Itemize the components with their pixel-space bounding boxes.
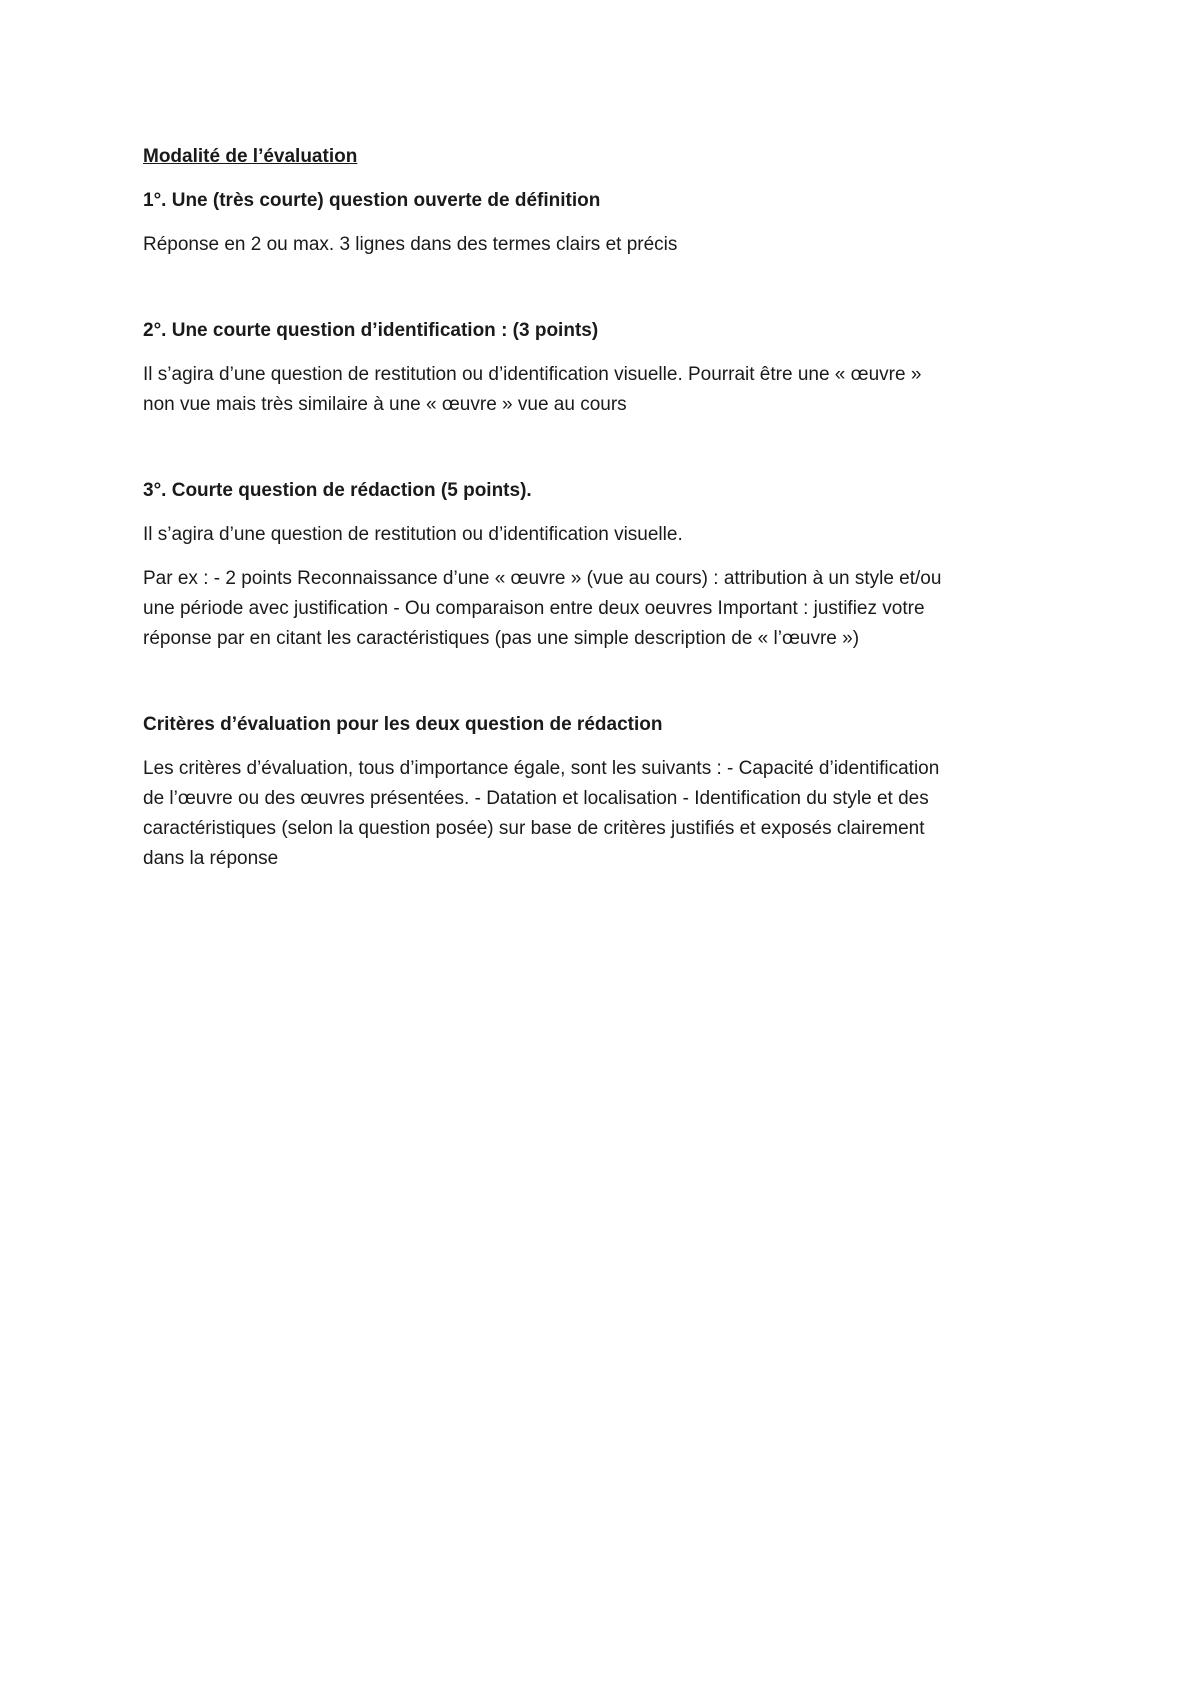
section4-text-line: dans la réponse [143, 848, 279, 869]
section4-text-line: Les critères d’évaluation, tous d’importance égale, sont les suivants : - Capacité d’identification [143, 758, 940, 779]
section4-text-line: de l’œuvre ou des œuvres présentées. - Datation et localisation - Identification du style et des [143, 788, 929, 809]
document-title: Modalité de l’évaluation [143, 146, 358, 167]
section3-heading: 3°. Courte question de rédaction (5 points). [143, 480, 532, 501]
section3-text2-line: une période avec justification - Ou comparaison entre deux oeuvres Important : justifiez votre [143, 598, 925, 619]
spacer [143, 434, 1063, 476]
section2-heading: 2°. Une courte question d’identification : (3 points) [143, 320, 599, 341]
section3-text2-line: Par ex : - 2 points Reconnaissance d’une « œuvre » (vue au cours) : attribution à un style et/ou [143, 568, 942, 589]
spacer [143, 274, 1063, 316]
section1-heading: 1°. Une (très courte) question ouverte de définition [143, 190, 601, 211]
section2-text-line: non vue mais très similaire à une « œuvre » vue au cours [143, 394, 627, 415]
section3-text2-line: réponse par en citant les caractéristiques (pas une simple description de « l’œuvre ») [143, 628, 860, 649]
section1-text-line: Réponse en 2 ou max. 3 lignes dans des termes clairs et précis [143, 234, 678, 255]
spacer [143, 668, 1063, 710]
document-page [143, 142, 1063, 888]
section4-heading: Critères d’évaluation pour les deux question de rédaction [143, 714, 663, 735]
section2-text [143, 360, 1063, 420]
section4-text-line: caractéristiques (selon la question posée) sur base de critères justifiés et exposés clairement [143, 818, 925, 839]
section2-text-line: Il s’agira d’une question de restitution ou d’identification visuelle. Pourrait être une « œuvre » [143, 364, 922, 385]
section3-text1: Il s’agira d’une question de restitution ou d’identification visuelle. [143, 524, 683, 545]
section1-text [143, 230, 1063, 260]
section4-text [143, 754, 1063, 874]
section3-text2 [143, 564, 1063, 654]
